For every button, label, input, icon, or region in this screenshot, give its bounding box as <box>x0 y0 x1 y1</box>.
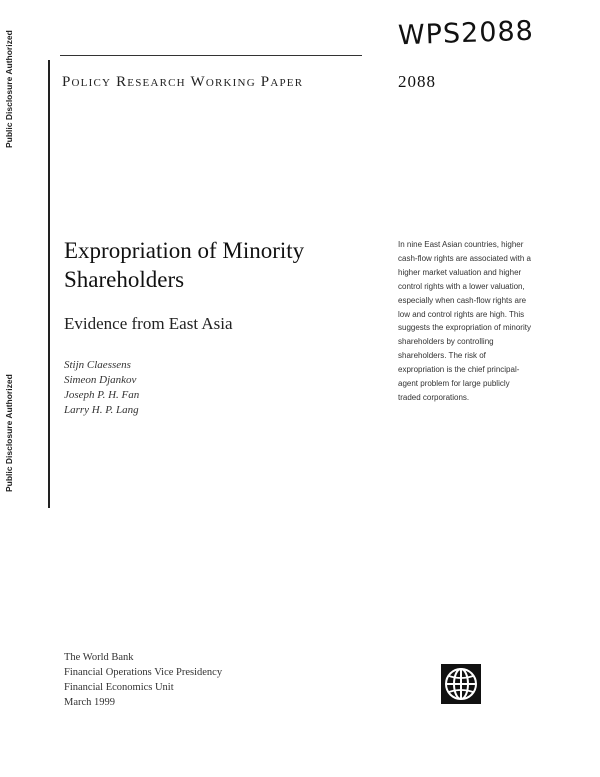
paper-title: Expropriation of Minority Shareholders <box>64 238 305 292</box>
author-name: Joseph P. H. Fan <box>64 389 140 401</box>
world-bank-globe-icon <box>441 664 481 704</box>
author-name: Simeon Djankov <box>64 374 137 386</box>
series-title: Policy Research Working Paper <box>62 74 304 90</box>
author-name: Larry H. P. Lang <box>64 404 139 416</box>
publisher-block <box>64 650 222 710</box>
author-list <box>64 358 139 418</box>
public-disclosure-label-top: Public Disclosure Authorized <box>4 30 14 148</box>
paper-subtitle: Evidence from East Asia <box>64 314 233 333</box>
publisher-line: Financial Operations Vice Presidency <box>64 667 223 678</box>
publisher-line: Financial Economics Unit <box>64 682 174 693</box>
handwritten-stamp: WPS2088 <box>397 15 535 52</box>
publisher-line: The World Bank <box>64 652 134 663</box>
abstract-text: In nine East Asian countries, higher cash-flow rights are associated with a higher market valuation and higher control rights with a lower valuation, especially when cash-flow rights are low and control rights are high. This suggests the expropriation of minority shareholders by controlling shareholders. The risk of expropriation is the chief principal-agent problem for large publicly traded corporations. <box>398 240 531 402</box>
author-name: Stijn Claessens <box>64 359 131 371</box>
public-disclosure-label-bottom: Public Disclosure Authorized <box>4 374 14 492</box>
publisher-line: March 1999 <box>64 697 116 708</box>
paper-number: 2088 <box>398 72 436 91</box>
left-margin-rule <box>48 60 50 508</box>
header-rule <box>60 55 362 56</box>
